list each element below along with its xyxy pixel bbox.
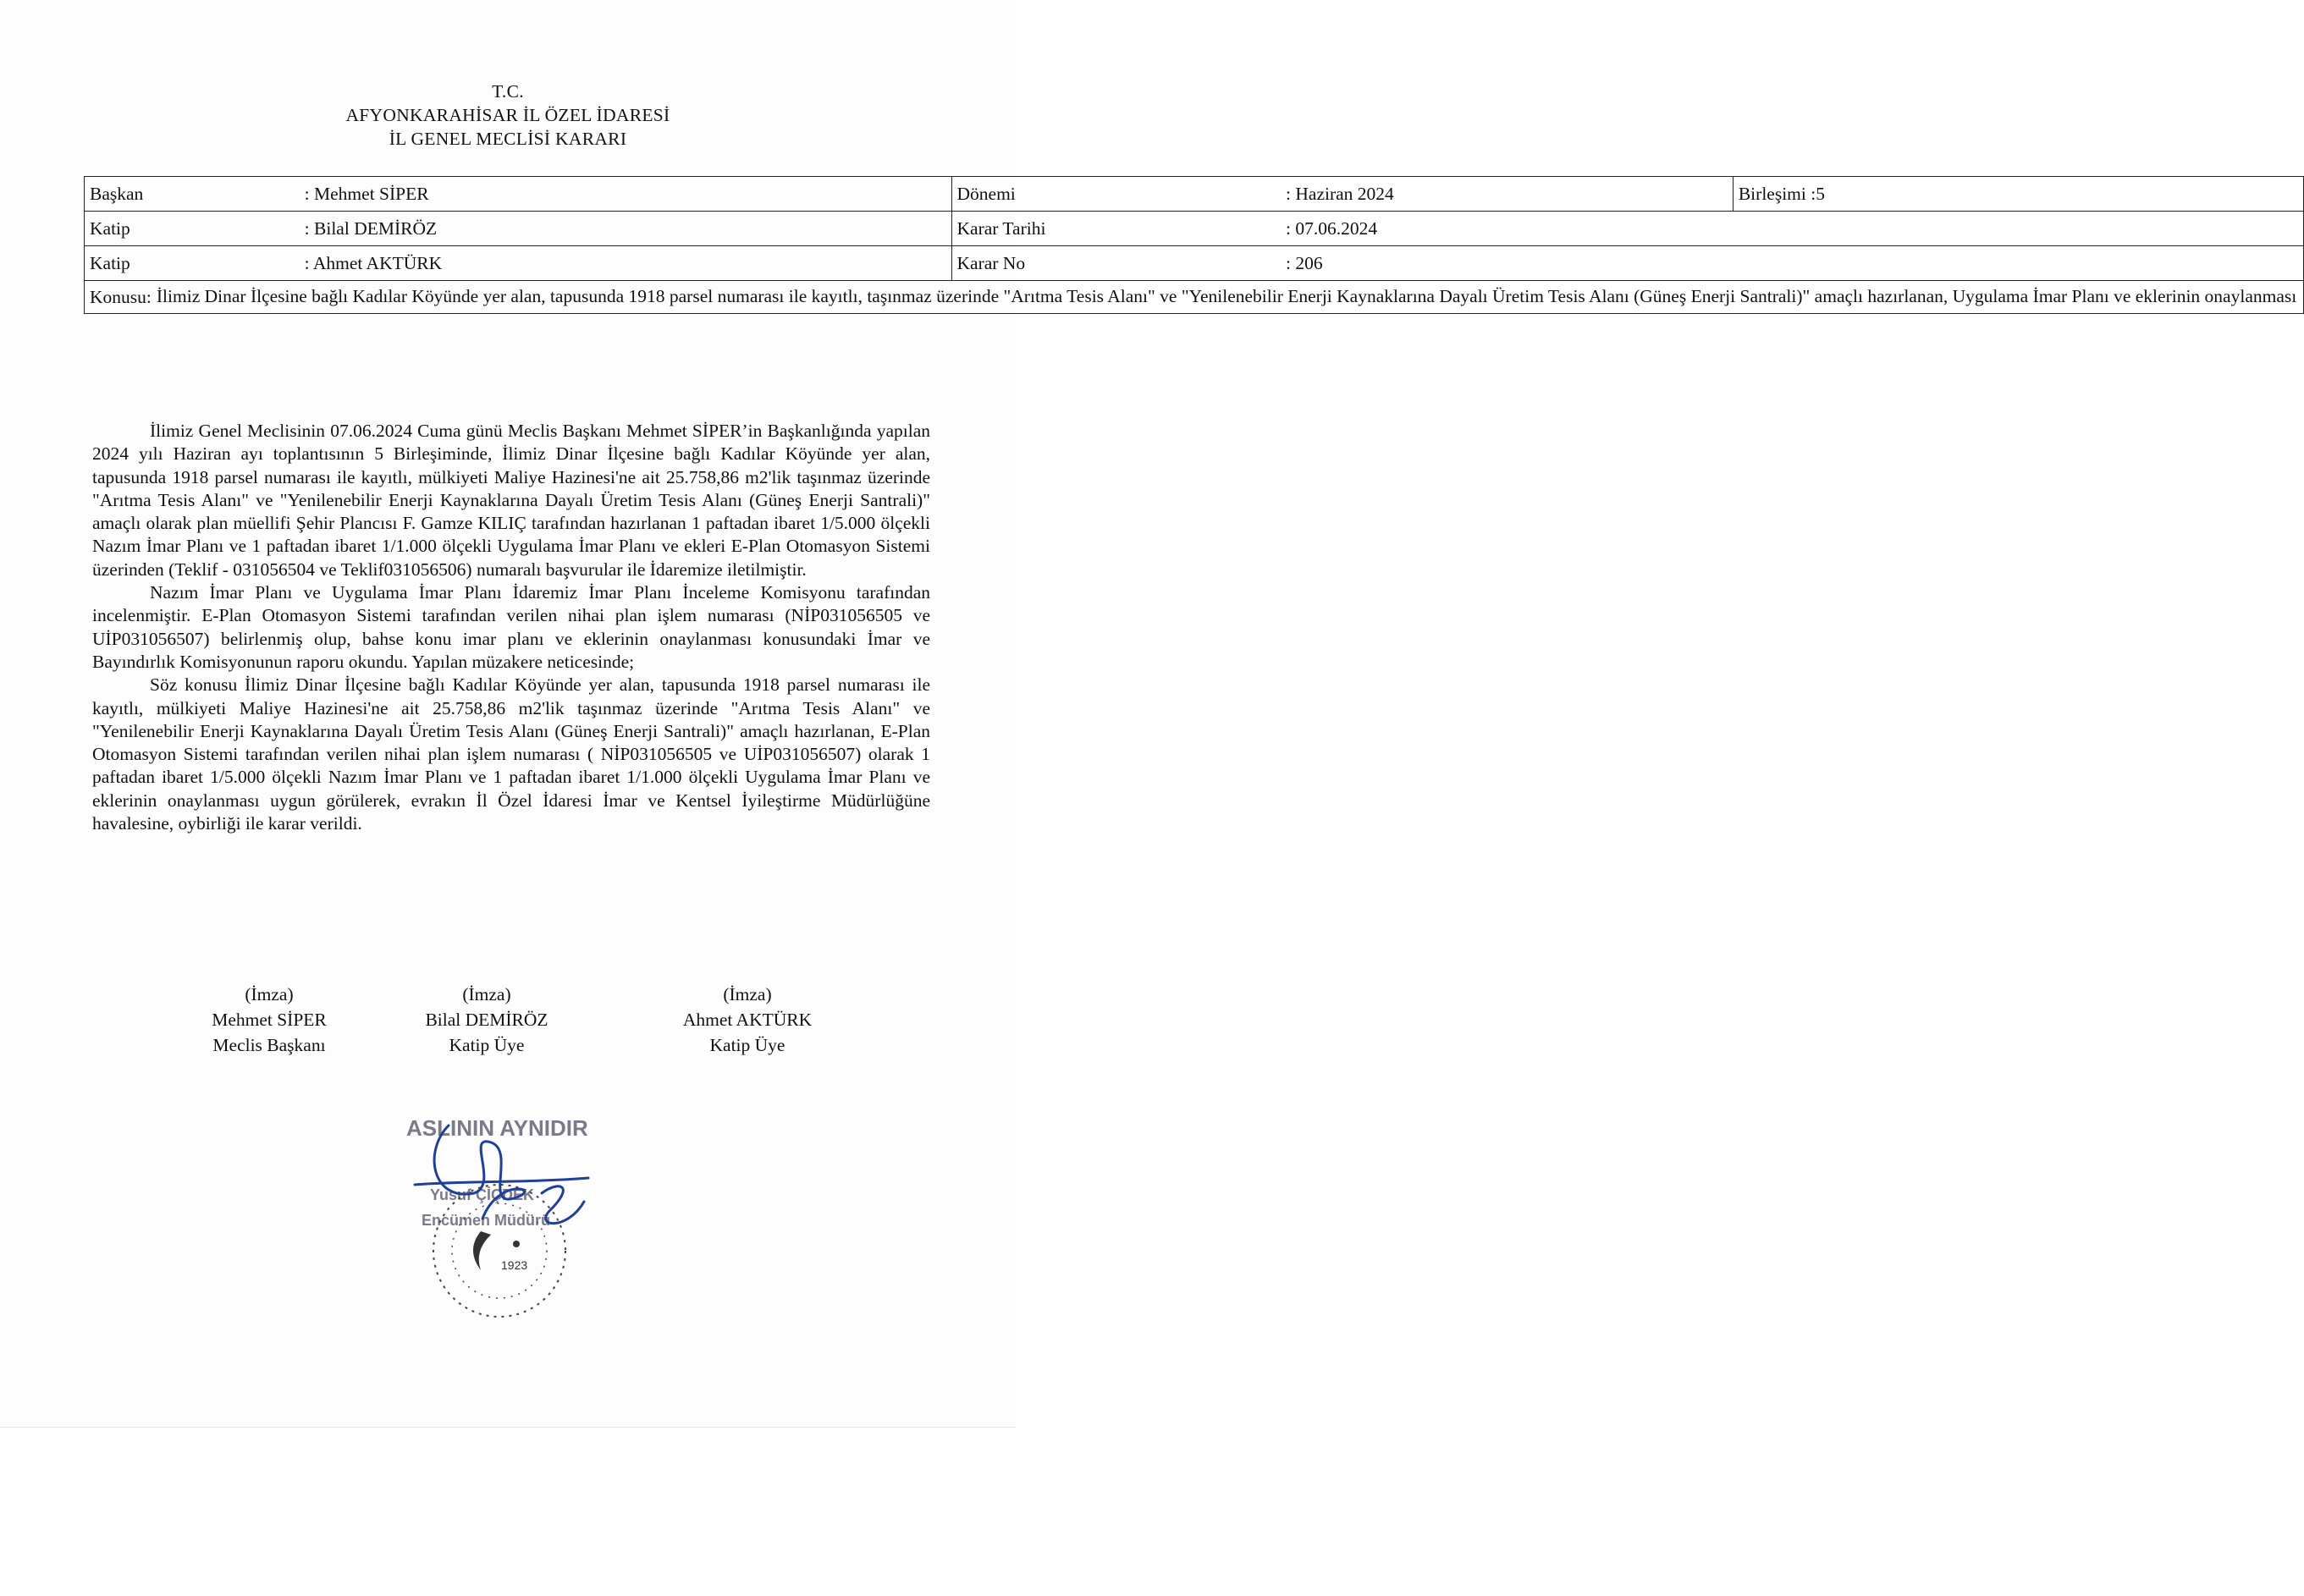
signature-mark: (İmza) bbox=[723, 984, 772, 1004]
certified-copy-stamp bbox=[398, 1100, 618, 1320]
label-decision-no: Karar No bbox=[951, 246, 1281, 281]
label-session: Birleşimi :5 bbox=[1733, 177, 2303, 212]
label-topic: Konusu bbox=[90, 286, 146, 307]
signature-title: Katip Üye bbox=[449, 1035, 525, 1055]
value-clerk-2: : Ahmet AKTÜRK bbox=[300, 246, 951, 281]
value-clerk-1: : Bilal DEMİRÖZ bbox=[300, 212, 951, 246]
label-decision-date: Karar Tarihi bbox=[951, 212, 1281, 246]
signature-mark: (İmza) bbox=[462, 984, 511, 1004]
signature-name: Bilal DEMİRÖZ bbox=[425, 1010, 548, 1030]
label-clerk-1: Katip bbox=[85, 212, 300, 246]
seal-year: 1923 bbox=[501, 1258, 528, 1272]
signature-mark: (İmza) bbox=[245, 984, 294, 1004]
signature-name: Ahmet AKTÜRK bbox=[682, 1010, 813, 1030]
info-row-clerk-1 bbox=[85, 212, 2304, 246]
stamp-title-text: Encümen Müdürü bbox=[422, 1212, 550, 1229]
signature-title: Meclis Başkanı bbox=[212, 1035, 326, 1055]
info-row-clerk-2 bbox=[85, 246, 2304, 281]
body-paragraph-1: İlimiz Genel Meclisinin 07.06.2024 Cuma günü Meclis Başkanı Mehmet SİPER’in Başkanlığında yapılan 2024 yılı Haziran ayı toplantısının 5 Birleşiminde, İlimiz Dinar İlçesine bağlı Kadılar Köyünde yer alan, tapusunda 1918 parsel numarası ile kayıtlı, mülkiyeti Maliye Hazinesi'ne ait 25.758,86 m2'lik taşınmaz üzerinde "Arıtma Tesis Alanı" ve "Yenilenebilir Enerji Kaynaklarına Dayalı Üretim Tesis Alanı (Güneş Enerji Santrali)" amaçlı olarak plan müellifi Şehir Plancısı F. Gamze KILIÇ tarafından hazırlanan 1 paftadan ibaret 1/5.000 ölçekli Nazım İmar Planı ve 1 paftadan ibaret 1/1.000 ölçekli Uygulama İmar Planı ve ekleri E-Plan Otomasyon Sistemi üzerinden (Teklif - 031056504 ve Teklif031056506) numaralı başvurular ile İdaremize iletilmiştir. bbox=[92, 421, 930, 580]
stamp-name-text: Yusuf ÇİÇDEK bbox=[430, 1186, 535, 1203]
header-line-institution: AFYONKARAHİSAR İL ÖZEL İDARESİ bbox=[345, 105, 670, 125]
value-decision-no: : 206 bbox=[1281, 246, 2304, 281]
signature-clerk-1 bbox=[402, 982, 571, 1058]
topic-text: İlimiz Dinar İlçesine bağlı Kadılar Köyünde yer alan, tapusunda 1918 parsel numarası ile kayıtlı, taşınmaz üzerinde "Arıtma Tesis Alanı" ve "Yenilenebilir Enerji Kaynaklarına Dayalı Üretim Tesis Alanı (Güneş Enerji Santrali)" amaçlı hazırlanan, Uygulama İmar Planı ve eklerinin onaylanması bbox=[156, 286, 2297, 306]
signature-title: Katip Üye bbox=[709, 1035, 785, 1055]
body-paragraph-2: Nazım İmar Planı ve Uygulama İmar Planı İdaremiz İmar Planı İnceleme Komisyonu tarafından incelenmiştir. E-Plan Otomasyon Sistemi tarafından verilen nihai plan işlem numarası (NİP031056505 ve UİP031056507) belirlenmiş olup, bahse konu imar planı ve eklerinin onaylanması konusundaki İmar ve Bayındırlık Komisyonunun raporu okundu. Yapılan müzakere neticesinde; bbox=[92, 582, 930, 672]
label-clerk-2: Katip bbox=[85, 246, 300, 281]
topic-colon: : bbox=[146, 286, 152, 307]
round-seal bbox=[433, 1185, 565, 1317]
header-line-tc: T.C. bbox=[492, 81, 524, 102]
signature-name: Mehmet SİPER bbox=[212, 1010, 327, 1030]
value-term: : Haziran 2024 bbox=[1281, 177, 1733, 212]
header-line-decision-title: İL GENEL MECLİSİ KARARI bbox=[389, 129, 627, 149]
signature-chairman bbox=[185, 982, 354, 1058]
stamp-certified-text: ASLININ AYNIDIR bbox=[406, 1115, 588, 1141]
body-paragraph-3: Söz konusu İlimiz Dinar İlçesine bağlı Kadılar Köyünde yer alan, tapusunda 1918 parsel numarası ile kayıtlı, mülkiyeti Maliye Hazinesi'ne ait 25.758,86 m2'lik taşınmaz üzerinde "Arıtma Tesis Alanı" ve "Yenilenebilir Enerji Kaynaklarına Dayalı Üretim Tesis Alanı (Güneş Enerji Santrali)" amaçlı hazırlanan, E-Plan Otomasyon Sistemi tarafından verilen nihai plan işlem numarası ( NİP031056505 ve UİP031056507) olarak 1 paftadan ibaret 1/5.000 ölçekli Nazım İmar Planı ve 1 paftadan ibaret 1/1.000 ölçekli Uygulama İmar Planı ve eklerinin onaylanması uygun görülerek, evrakın İl Özel İdaresi İmar ve Kentsel İyileştirme Müdürlüğüne havalesine, oybirliği ile karar verildi. bbox=[92, 674, 930, 834]
signature-clerk-2 bbox=[663, 982, 832, 1058]
document-header bbox=[0, 80, 1016, 151]
label-chairman: Başkan bbox=[85, 177, 300, 212]
value-chairman: : Mehmet SİPER bbox=[300, 177, 951, 212]
info-row-chairman bbox=[85, 177, 2304, 212]
label-term: Dönemi bbox=[951, 177, 1281, 212]
decision-info-table bbox=[84, 176, 2304, 314]
topic-inner bbox=[85, 281, 2303, 313]
info-row-topic bbox=[85, 281, 2304, 314]
value-decision-date: : 07.06.2024 bbox=[1281, 212, 2304, 246]
decision-body bbox=[92, 420, 930, 835]
